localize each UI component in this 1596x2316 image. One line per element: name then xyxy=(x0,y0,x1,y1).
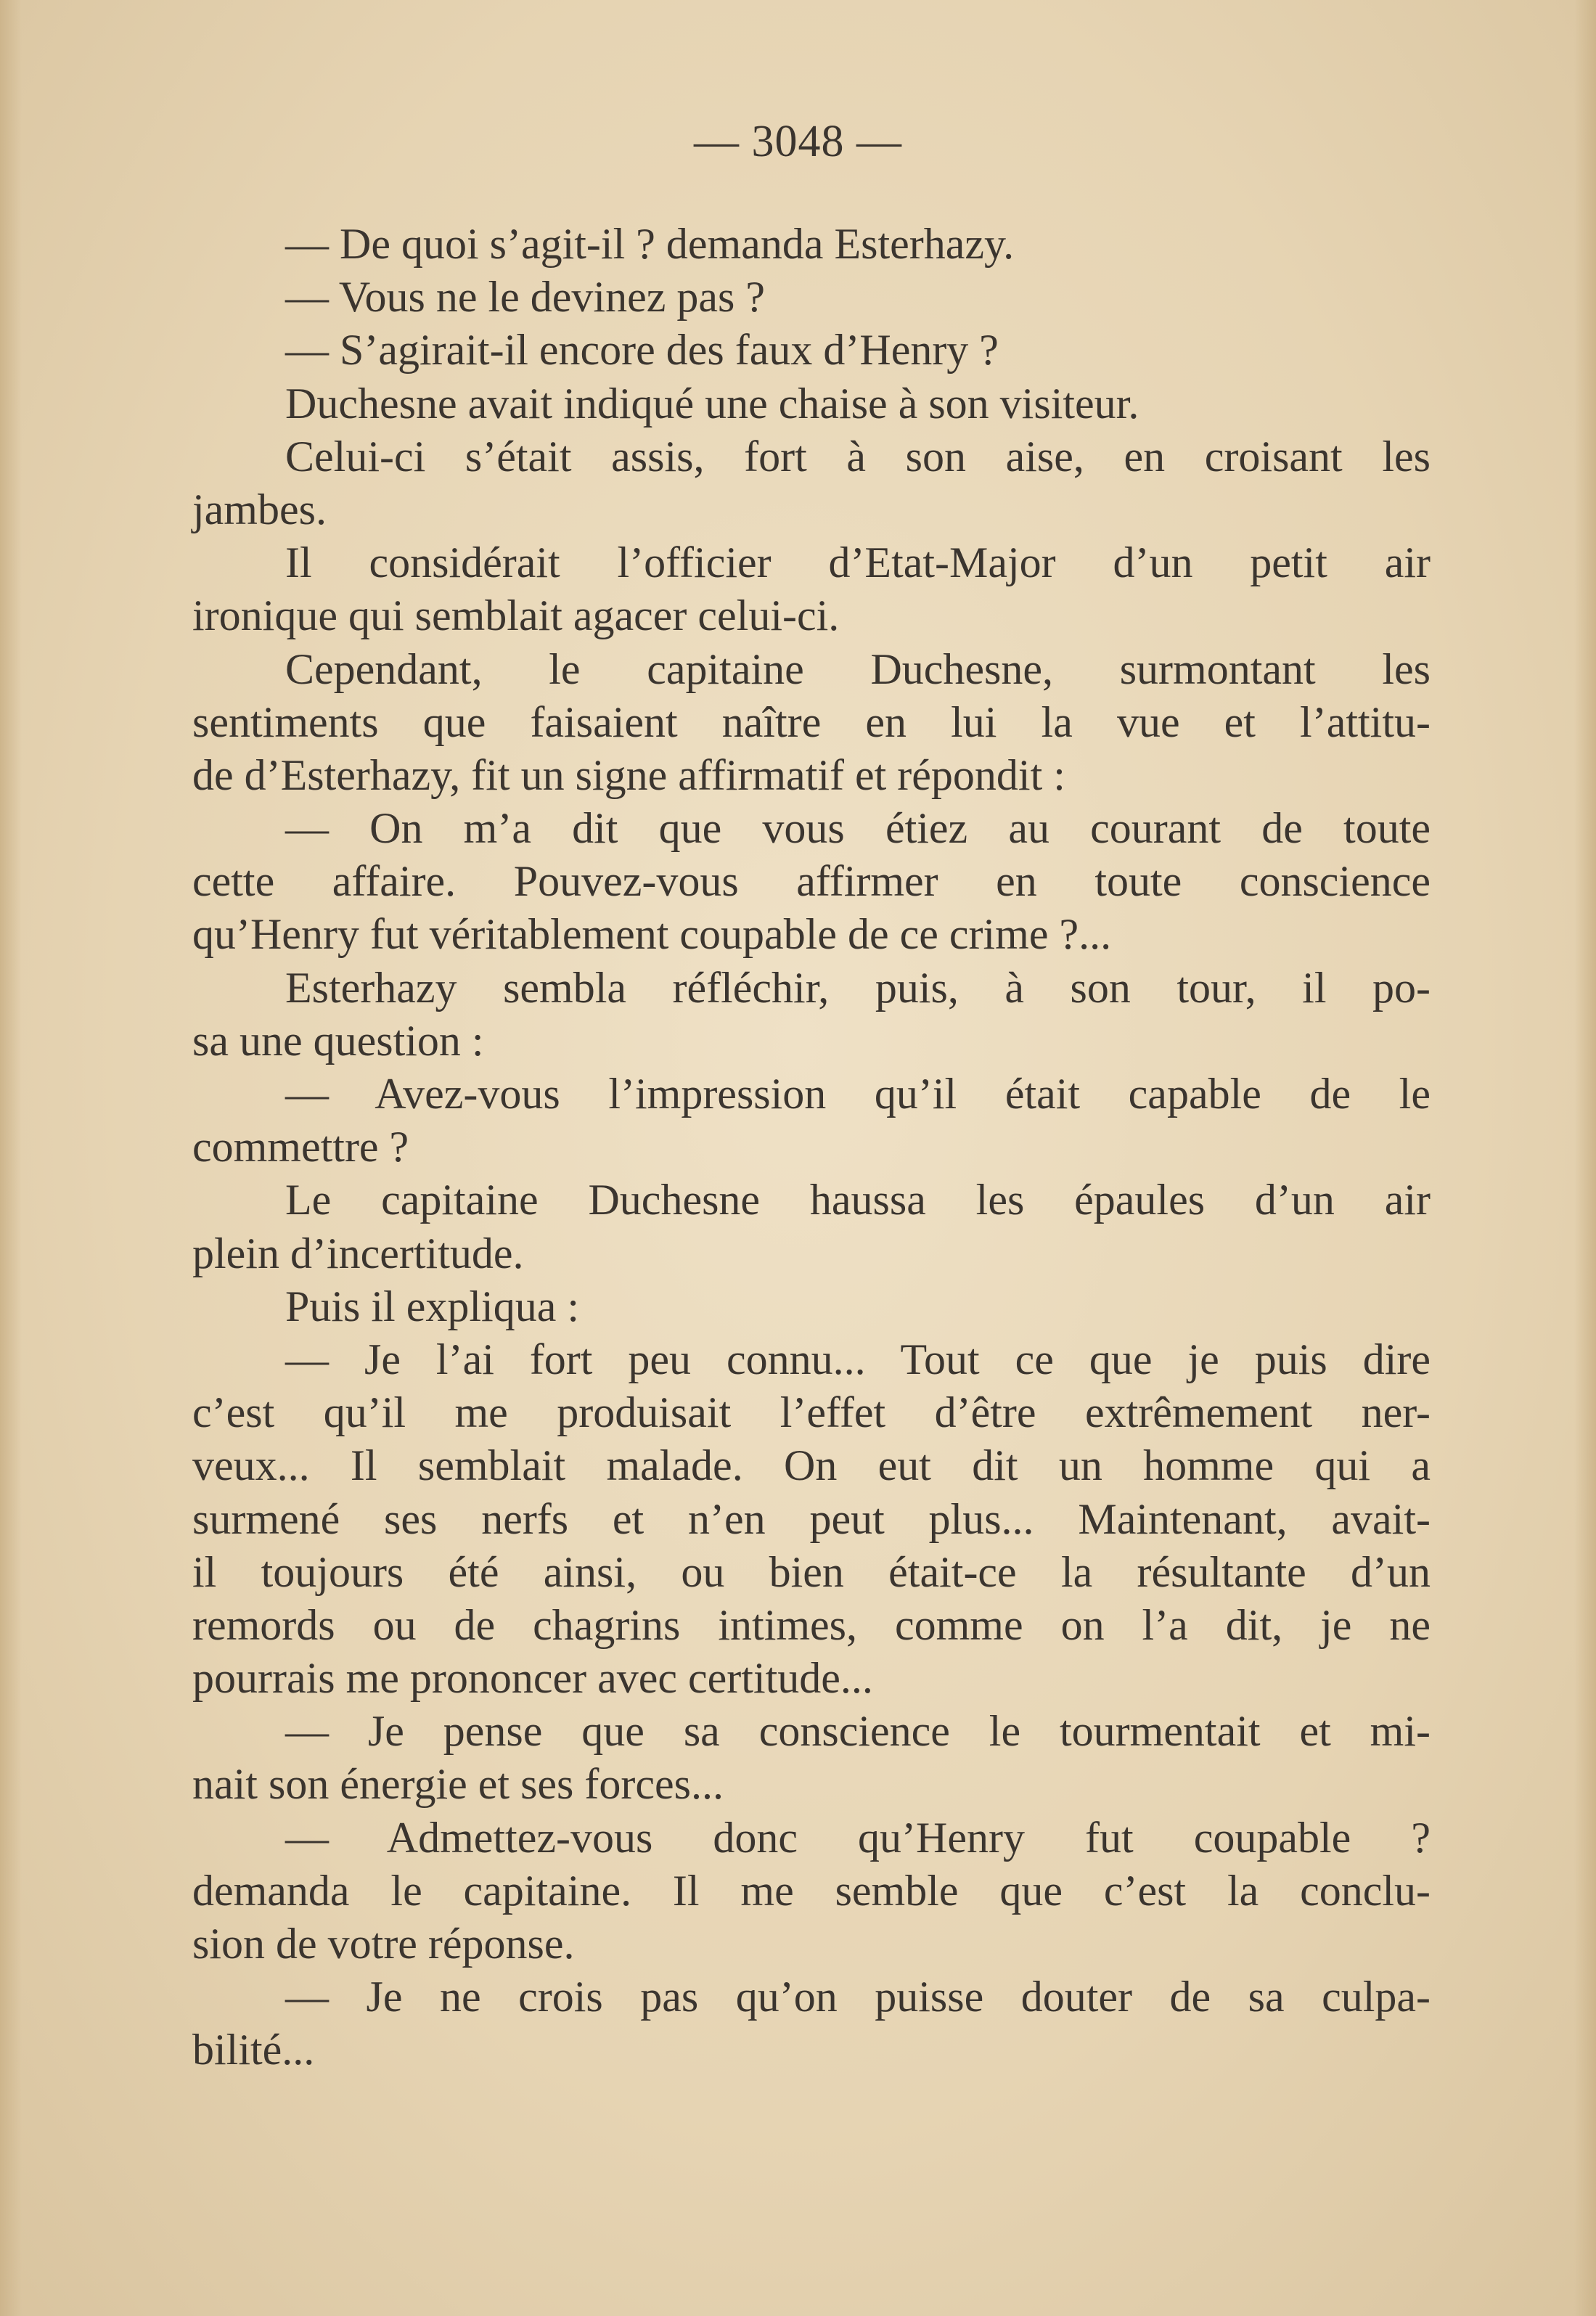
text-line: — Je pense que sa conscience le tourmentait et mi- xyxy=(285,1707,1431,1756)
text-line: — S’agirait-il encore des faux d’Henry ? xyxy=(285,326,999,375)
text-line: — On m’a dit que vous étiez au courant de toute xyxy=(285,804,1431,853)
text-line: de d’Esterhazy, fit un signe affirmatif et répondit : xyxy=(192,750,1065,799)
text-line: surmené ses nerfs et n’en peut plus... Maintenant, avait- xyxy=(192,1494,1431,1543)
text-line: Il considérait l’officier d’Etat-Major d’un petit air xyxy=(285,539,1431,587)
text-line: plein d’incertitude. xyxy=(192,1229,524,1277)
text-line: — Avez-vous l’impression qu’il était capable de le xyxy=(285,1070,1431,1118)
text-line: pourrais me prononcer avec certitude... xyxy=(192,1654,873,1703)
text-line: sion de votre réponse. xyxy=(192,1920,575,1968)
text-line: c’est qu’il me produisait l’effet d’être extrêmement ner- xyxy=(192,1388,1431,1437)
text-line: ironique qui semblait agacer celui-ci. xyxy=(192,592,840,640)
text-line: demanda le capitaine. Il me semble que c’est la conclu- xyxy=(192,1866,1431,1915)
text-line: Celui-ci s’était assis, fort à son aise, en croisant les xyxy=(285,432,1431,480)
text-line: qu’Henry fut véritablement coupable de ce crime ?... xyxy=(192,910,1112,959)
text-line: — De quoi s’agit-il ? demanda Esterhazy. xyxy=(285,220,1015,268)
text-line: remords ou de chagrins intimes, comme on l’a dit, je ne xyxy=(192,1600,1431,1649)
text-line: veux... Il semblait malade. On eut dit un homme qui a xyxy=(192,1441,1431,1490)
text-line: — Je ne crois pas qu’on puisse douter de sa culpa- xyxy=(285,1973,1431,2021)
text-line: jambes. xyxy=(192,485,327,533)
text-line: Le capitaine Duchesne haussa les épaules d’un air xyxy=(285,1176,1431,1224)
text-line: Puis il expliqua : xyxy=(285,1282,579,1330)
text-line: — Admettez-vous donc qu’Henry fut coupable ? xyxy=(285,1813,1431,1862)
text-line: — Je l’ai fort peu connu... Tout ce que je puis dire xyxy=(285,1335,1431,1383)
text-line: nait son énergie et ses forces... xyxy=(192,1760,724,1809)
page-number: — 3048 — xyxy=(694,117,902,166)
text-line: il toujours été ainsi, ou bien était-ce la résultante d’un xyxy=(192,1547,1431,1596)
text-line: sa une question : xyxy=(192,1016,484,1065)
text-line: bilité... xyxy=(192,2026,315,2074)
text-line: Duchesne avait indiqué une chaise à son visiteur. xyxy=(285,379,1139,427)
text-line: Esterhazy sembla réfléchir, puis, à son tour, il po- xyxy=(285,963,1431,1012)
page-edge-left xyxy=(0,0,22,2316)
text-line: sentiments que faisaient naître en lui la vue et l’attitu- xyxy=(192,697,1431,746)
text-line: cette affaire. Pouvez-vous affirmer en toute conscience xyxy=(192,857,1431,906)
text-line: — Vous ne le devinez pas ? xyxy=(285,273,765,322)
text-line: Cependant, le capitaine Duchesne, surmontant les xyxy=(285,645,1431,693)
text-line: commettre ? xyxy=(192,1123,409,1171)
page-edge-right xyxy=(1574,0,1596,2316)
page-body-text xyxy=(192,218,1431,2077)
